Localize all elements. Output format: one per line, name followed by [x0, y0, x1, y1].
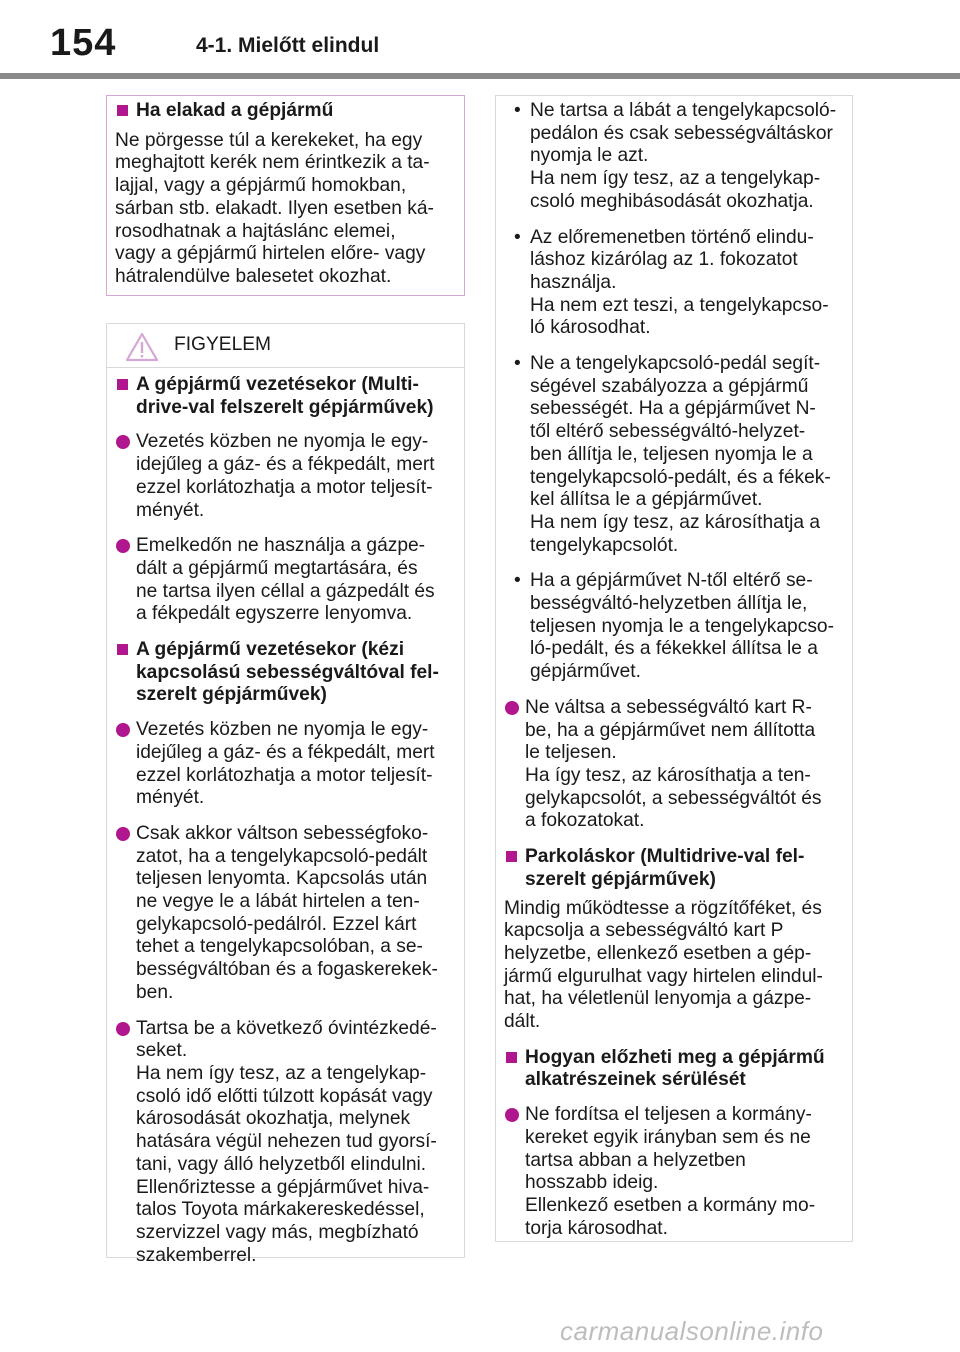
- stuck-heading: Ha elakad a gépjármű: [115, 100, 454, 123]
- square-bullet-icon: [117, 379, 128, 390]
- square-bullet-icon: [506, 1052, 517, 1063]
- square-bullet-icon: [506, 851, 517, 862]
- section-title: 4-1. Mielőtt elindul: [196, 34, 380, 57]
- square-bullet-icon: [117, 105, 128, 116]
- page-number: 154: [50, 22, 117, 64]
- warning-triangle-icon: [125, 332, 159, 362]
- circle-bullet-icon: [116, 723, 130, 737]
- list-item: Csak akkor váltson sebességfoko- zatot, ha a tengelykapcsoló-pedált teljesen lenyomta. Kapcsolás után ne vegye le a lábát hirtelen a ten- gelykapcsoló-pedálról. Ezzel kárt tehet a tengelykapcsolóban, a se- bességváltóban és a fogaskerekek- ben.: [115, 823, 454, 1005]
- warning-section2-heading: A gépjármű vezetésekor (kézi kapcsolású sebességváltóval fel- szerelt gépjárművek): [115, 639, 454, 707]
- circle-bullet-icon: [116, 827, 130, 841]
- warning-continuation-box: [495, 95, 853, 1242]
- warning-section1-heading: A gépjármű vezetésekor (Multi- drive-val felszerelt gépjárművek): [115, 374, 454, 419]
- list-item: • Ha a gépjárművet N-től eltérő se- bességváltó-helyzetben állítja le, teljesen nyomja le a tengelykapcso- ló-pedált, és a fékekkel állítsa le a gépjárművet.: [514, 570, 834, 683]
- parking-heading: Parkoláskor (Multidrive-val fel- szerelt gépjárművek): [504, 846, 842, 891]
- warning-label: FIGYELEM: [174, 334, 272, 355]
- square-bullet-icon: [117, 644, 128, 655]
- stuck-text: Ne pörgesse túl a kerekeket, ha egy meghajtott kerék nem érintkezik a ta- lajjal, vagy a gépjármű homokban, sárban stb. elakadt. Ilyen esetben ká- rosodhatnak a hajtáslánc elemei, vagy a gépjármű hirtelen előre- vagy hátralendülve balesetet okozhat.: [115, 129, 434, 287]
- circle-bullet-icon: [116, 435, 130, 449]
- circle-bullet-icon: [116, 1022, 130, 1036]
- list-item: • Ne tartsa a lábát a tengelykapcsoló- pedálon és csak sebességváltáskor nyomja le azt. Ha nem így tesz, az a tengelykap- csoló meghibásodását okozhatja.: [514, 100, 837, 212]
- circle-bullet-icon: [505, 701, 519, 715]
- warning-box: [106, 323, 465, 1266]
- list-item: Vezetés közben ne nyomja le egy- idejűleg a gáz- és a fékpedált, mert ezzel korlátozhatja a motor teljesít- ményét.: [115, 719, 454, 810]
- warning-header: [107, 324, 464, 368]
- list-item: Ne fordítsa el teljesen a kormány- kereket egyik irányban sem és ne tartsa abban a helyzetben hosszabb ideig. Ellenkező esetben a kormány mo- torja károsodhat.: [504, 1104, 842, 1240]
- stuck-vehicle-box: [106, 95, 465, 296]
- header-rule: [0, 73, 960, 79]
- list-item: • Ne a tengelykapcsoló-pedál segít- ségével szabályozza a gépjármű sebességét. Ha a gépjárművet N- től eltérő sebességváltó-helyzet- ben állítja le, teljesen nyomja le a tengelykapcsoló-pedált, és a fékek- kel állítsa le a gépjárművet. Ha nem így tesz, az károsíthatja a tengelykapcsolót.: [514, 353, 831, 556]
- list-item: Emelkedőn ne használja a gázpe- dált a gépjármű megtartására, és ne tartsa ilyen céllal a gázpedált és a fékpedált egyszerre lenyomva.: [115, 535, 454, 626]
- watermark: carmanualsonline.info: [560, 1316, 824, 1346]
- damage-heading: Hogyan előzheti meg a gépjármű alkatrészeinek sérülését: [504, 1047, 842, 1092]
- list-item: • Az előremenetben történő elindu- láshoz kizárólag az 1. fokozatot használja. Ha nem ezt teszi, a tengelykapcso- ló károsodhat.: [514, 226, 829, 339]
- page-header: [0, 0, 960, 80]
- circle-bullet-icon: [116, 539, 130, 553]
- circle-bullet-icon: [505, 1108, 519, 1122]
- list-item: Ne váltsa a sebességváltó kart R- be, ha a gépjárművet nem állította le teljesen. Ha így tesz, az károsíthatja a ten- gelykapcsolót, a sebességváltót és a fokozatokat.: [504, 697, 842, 833]
- parking-text: Mindig működtesse a rögzítőféket, és kapcsolja a sebességváltó kart P helyzetbe, ellenkező esetben a gép- jármű elgurulhat vagy hirtelen elindul- hat, ha véletlenül lenyomja a gázpe- dált.: [504, 897, 823, 1033]
- list-item: Vezetés közben ne nyomja le egy- idejűleg a gáz- és a fékpedált, mert ezzel korlátozhatja a motor teljesít- ményét.: [115, 431, 454, 522]
- list-item: Tartsa be a következő óvintézkedé- seket. Ha nem így tesz, az a tengelykap- csoló idő előtti túlzott kopását vagy károsodását okozhatja, melynek hatására végül nehezen tud gyorsí- tani, vagy álló helyzetből elindulni. Ellenőriztesse a gépjárművet hiva- talos Toyota márkakereskedéssel, szervizzel vagy más, megbízható szakemberrel.: [115, 1018, 454, 1268]
